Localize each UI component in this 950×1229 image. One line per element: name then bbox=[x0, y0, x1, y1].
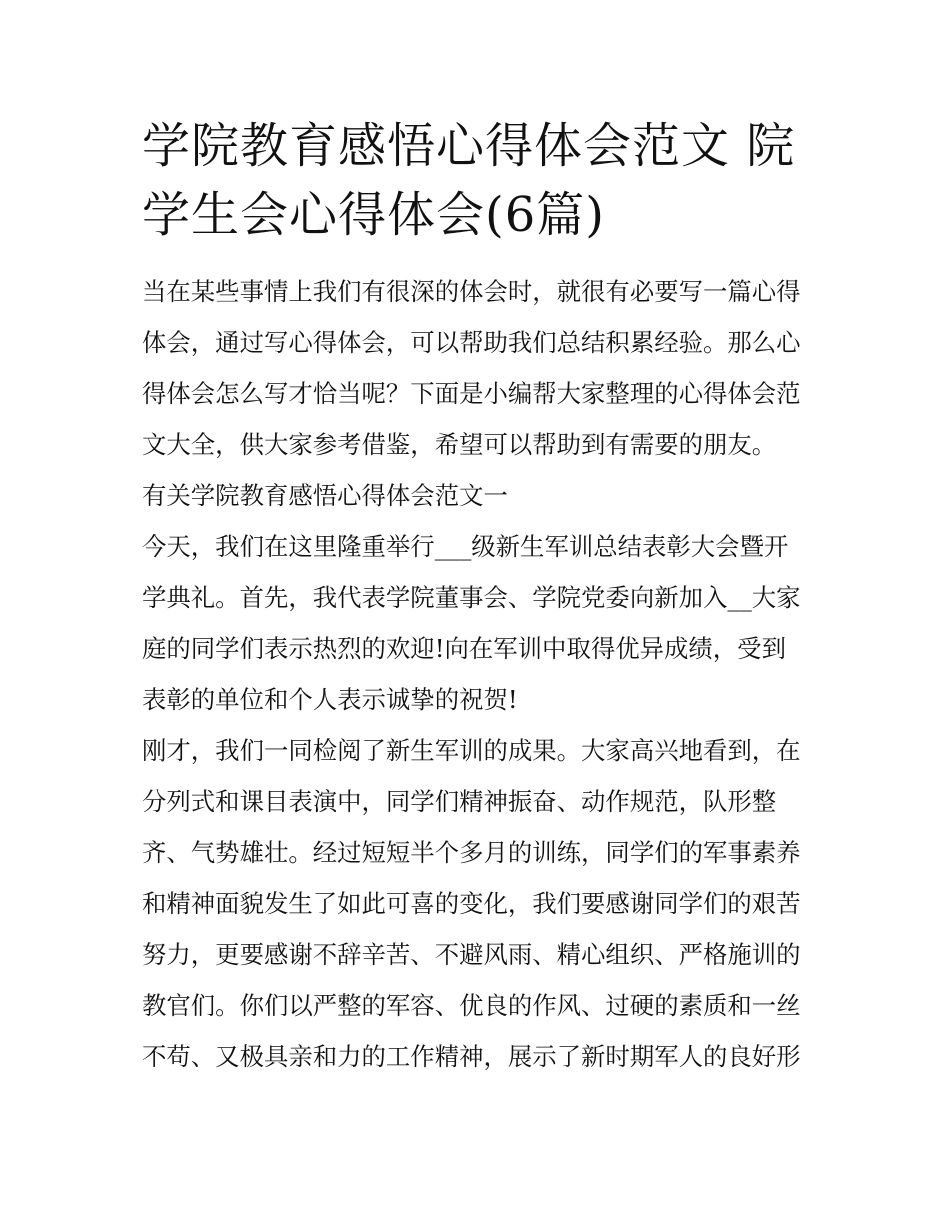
body-paragraph: 今天，我们在这里隆重举行___级新生军训总结表彰大会暨开 学典礼。首先，我代表学院董事会、学院党委向新加入__大家 庭的同学们表示热烈的欢迎!向在军训中取得优异成绩，受到 表彰的单位和个人表示诚挚的祝贺! bbox=[142, 532, 801, 714]
document-body bbox=[142, 266, 812, 1082]
document-title: 学院教育感悟心得体会范文 院 学生会心得体会(6篇) bbox=[142, 118, 796, 243]
body-paragraph: 刚才，我们一同检阅了新生军训的成果。大家高兴地看到，在 分列式和课目表演中，同学们精神振奋、动作规范，队形整 齐、气势雄壮。经过短短半个多月的训练，同学们的军事素养 和精神面貌发生了如此可喜的变化，我们要感谢同学们的艰苦 努力，更要感谢不辞辛苦、不避风雨、精心组织、严格施训的 教官们。你们以严整的军容、优良的作风、过硬的素质和一丝 不苟、又极具亲和力的工作精神，展示了新时期军人的良好形 bbox=[142, 736, 801, 1071]
document-page bbox=[142, 112, 812, 1082]
intro-paragraph: 当在某些事情上我们有很深的体会时，就很有必要写一篇心得 体会，通过写心得体会，可以帮助我们总结积累经验。那么心 得体会怎么写才恰当呢？下面是小编帮大家整理的心得体会范 文大全，供大家参考借鉴，希望可以帮助到有需要的朋友。 bbox=[142, 277, 801, 459]
section-heading: 有关学院教育感悟心得体会范文一 bbox=[142, 481, 508, 510]
